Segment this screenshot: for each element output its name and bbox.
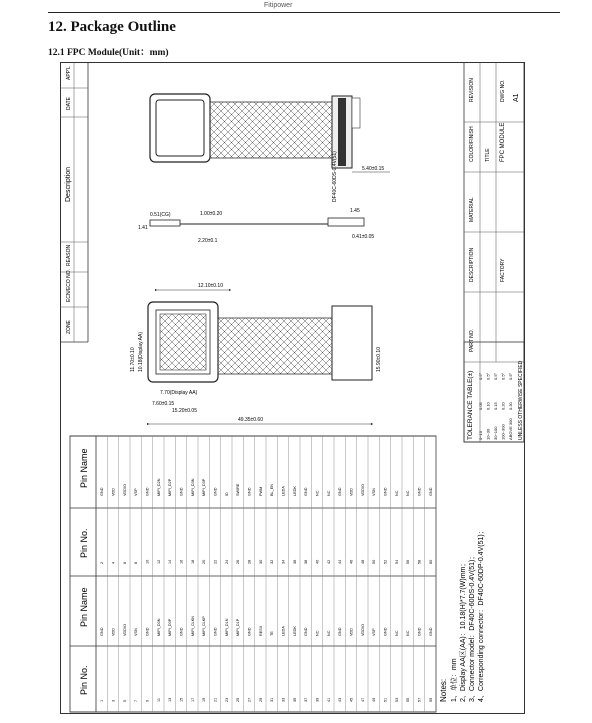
pin-no-left: 7 [134,699,139,702]
pin-name-right: GND [383,487,388,496]
pin-no-right: 6 [122,561,127,564]
pin-name-right: ID [224,492,229,496]
note-line-3: 3、Connector model：DF40C-60DS-0.4V(51)； [469,552,476,702]
pin-no-right: 60 [428,559,433,564]
pin-name-left: NC [315,630,320,636]
pin-table-header-cell: Pin No. [79,665,89,695]
pin-no-left: 51 [383,697,388,702]
tolerance-cell: 0.5° [500,372,506,380]
pin-name-left: MIPI_CLKN [190,615,195,636]
section-subtitle: 12.1 FPC Module(Unit：mm) [48,48,169,58]
pin-name-left: GND [213,627,218,636]
package-outline-drawing [60,62,525,714]
pin-name-left: VDD [111,627,116,636]
pin-no-left: 25 [236,697,241,702]
pin-no-right: 16 [179,559,184,564]
revision-block [60,62,88,342]
pin-name-left: MIPI_D0P [168,618,173,636]
pin-name-right: VDD [111,487,116,496]
pin-no-left: 3 [111,699,116,702]
pin-name-right: GND [428,487,433,496]
tolerance-cell: 10~30 [485,428,491,440]
pin-no-right: 34 [281,559,286,564]
tolerance-cell: 0~10 [478,430,483,440]
pin-no-right: 46 [349,559,354,564]
pin-name-right: NC [394,490,399,496]
tolerance-cell: 0.5° [508,372,513,380]
tolerance-cell: 0.5° [493,372,498,380]
pin-name-right: GND [247,487,252,496]
pin-no-left: 43 [338,697,343,702]
pin-name-right: MIPI_D2P [168,478,173,496]
pin-no-left: 33 [281,697,286,702]
dim-tail: 2.20±0.1 [198,238,218,244]
pin-name-left: GND [338,627,343,636]
pin-name-right: VSP [134,488,139,496]
pin-no-right: 54 [394,559,399,564]
tolerance-unless: UNLESS OTHERWISE SPECIFIED [518,360,524,440]
page-header-rule [48,12,560,13]
pin-no-right: 36 [292,559,297,564]
tb-title-text: FPC MODULE [500,122,506,162]
pin-name-right: GND [179,487,184,496]
pin-no-left: 53 [394,697,399,702]
pin-no-left: 39 [315,697,320,702]
pin-name-left: VSN [134,628,139,636]
pin-table [70,436,436,712]
pin-name-left: VDDIO [360,623,365,636]
pin-name-left: GND [417,627,422,636]
pin-no-right: 28 [247,559,252,564]
pin-name-left: VDDIO [122,623,127,636]
tolerance-cell: ABOVE 300 [508,418,513,440]
pin-name-right: VDDIO [360,483,365,496]
pin-no-right: 42 [326,559,331,564]
pin-no-right: 52 [383,559,388,564]
tolerance-cell: 100~300 [500,424,506,440]
pin-name-left: MIPI_D1P [236,618,241,636]
note-line-1: 1、单位：mm [451,658,458,702]
pin-no-right: 30 [258,559,263,564]
pin-no-left: 15 [179,697,184,702]
dim-stiffener: 1.45 [350,208,360,214]
dim-pitch: 1.00±0.20 [200,211,223,217]
tb-label-material: MATERIAL [469,197,475,222]
pin-name-right: GND [213,487,218,496]
pin-no-left: 55 [406,697,411,702]
pin-no-right: 22 [213,559,218,564]
dim-aa-height: 10.18(Display AA) [138,331,144,372]
tolerance-cell: 0.5° [478,372,483,380]
pin-name-right: VDD [349,487,354,496]
rev-header-description: Description [65,166,72,202]
tolerance-cell: 0.10 [485,402,491,410]
pin-no-right: 26 [236,559,241,564]
notes-title: Notes: [439,678,448,702]
pin-no-left: 57 [417,697,422,702]
tb-rev: A1 [513,93,520,102]
pin-name-right: NC [315,490,320,496]
tolerance-cell: 0.30 [508,402,513,410]
pin-name-right: NC [406,490,411,496]
pin-name-left: GND [304,627,309,636]
dim-connector-model: DF40C-60DS-0.4V(51) [332,151,338,202]
pin-no-right: 58 [417,559,422,564]
pin-table-header-cell: Pin Name [79,448,89,488]
pin-no-left: 19 [202,697,207,702]
pin-no-left: 27 [247,697,252,702]
tolerance-cell: 0.15 [493,402,498,410]
tb-label-factory: FACTORY [500,258,506,282]
pin-no-right: 24 [224,559,229,564]
pin-name-left: NC [394,630,399,636]
tolerance-cell: 0.5° [485,372,491,380]
pin-no-right: 56 [406,559,411,564]
tb-label-description: DESCRIPTION [469,247,475,282]
tb-label-dwg-no: DWG NO. [500,79,506,102]
pin-no-left: 5 [122,699,127,702]
pin-no-right: 40 [315,559,320,564]
pin-no-left: 1 [100,699,105,702]
pin-no-left: 37 [304,697,309,702]
pin-no-right: 32 [270,559,275,564]
pin-name-right: GND [100,487,105,496]
pin-name-left: VDD [349,627,354,636]
note-line-4: 4、Corresponding connector：DF40C-60DP-0.4V(51)； [478,527,485,702]
pin-name-right: GND [145,487,150,496]
tb-label-revision: REVISION [469,78,475,102]
section-title: 12. Package Outline [48,19,176,35]
pin-name-left: RESX [258,625,263,636]
pin-name-left: MIPI_D0N [156,618,161,636]
pin-no-left: 47 [360,697,365,702]
pin-no-right: 8 [134,561,139,564]
dim-w2: 15.20±0.05 [172,408,197,414]
pin-no-right: 4 [111,561,116,564]
rev-header-reason: REASON [66,244,72,266]
pin-name-right: SWIRE [236,483,241,496]
pin-name-right: VDDIO [122,483,127,496]
pin-name-left: MIPI_CLKP [202,616,207,636]
running-header: Fitipower [264,2,293,9]
pin-no-right: 14 [168,559,173,564]
pin-no-left: 35 [292,697,297,702]
pin-no-right: 20 [202,559,207,564]
pin-name-right: GND [417,487,422,496]
side-view-module [138,208,374,244]
pin-name-right: PWM [258,486,263,496]
pin-no-right: 48 [360,559,365,564]
dim-total-length: 49.35±0.60 [238,417,263,423]
pin-no-right: 10 [145,559,150,564]
pin-name-right: GND [304,487,309,496]
pin-table-border [70,436,436,712]
pin-name-left: NC [326,630,331,636]
dim-w1: 7.60±0.15 [152,401,175,407]
pin-no-right: 18 [190,559,195,564]
pin-no-left: 59 [428,697,433,702]
pin-name-left: LEDA [281,626,286,636]
dim-thickness-cg: 0.51(CG) [150,212,171,218]
pin-no-left: 9 [145,699,150,702]
dim-side-height: 11.70±0.10 [130,347,136,372]
rev-header-appl: APP'L [66,66,72,80]
tolerance-title: TOLERANCE TABLE(±) [467,370,474,440]
pin-no-left: 49 [372,697,377,702]
pin-name-right: MIPI_D2N [156,478,161,496]
pin-name-right: BL_EN [270,483,275,496]
pin-name-left: GND [428,627,433,636]
pin-no-left: 17 [190,697,195,702]
pin-name-right: GND [338,487,343,496]
pin-name-right: LEDA [281,486,286,496]
tolerance-table [464,342,524,442]
pin-name-left: GND [383,627,388,636]
dim-fpc-width: 5.40±0.15 [362,166,385,172]
pin-no-right: 38 [304,559,309,564]
tolerance-cell: 0.05 [478,402,483,410]
pin-name-left: TE [270,631,275,636]
pin-no-left: 41 [326,697,331,702]
pin-name-left: GND [179,627,184,636]
pin-name-right: MIPI_D3P [202,478,207,496]
pin-name-right: NC [326,490,331,496]
tb-label-color: COLOR/FINISH [469,126,475,162]
pin-name-left: NC [406,630,411,636]
dim-offset: 0.41±0.05 [352,234,375,240]
pin-name-left: GND [145,627,150,636]
pin-no-right: 50 [372,559,377,564]
pin-name-left: MIPI_D1N [224,618,229,636]
pin-name-right: LEDK [292,486,297,496]
pin-name-right: MIPI_D3N [190,478,195,496]
pin-no-left: 23 [224,697,229,702]
pin-no-left: 13 [168,697,173,702]
pin-no-right: 12 [156,559,161,564]
dim-connector-width: 15.90±0.10 [376,347,382,372]
pin-no-left: 31 [270,697,275,702]
rev-header-date: DATE [66,97,72,110]
pin-no-left: 45 [349,697,354,702]
rev-header-zone: ZONE [66,320,72,334]
pin-name-left: VSP [372,628,377,636]
pin-name-left: GND [100,627,105,636]
tb-label-title: TITLE [485,148,491,162]
pin-no-left: 11 [156,698,161,702]
top-view-module [150,94,390,202]
pin-no-left: 21 [213,697,218,702]
dim-top-width: 12.10±0.10 [198,283,223,289]
pin-no-right: 2 [100,561,105,564]
dim-total-thickness: 1.41 [138,225,148,231]
tolerance-cell: 30~100 [493,426,498,440]
notes-block [439,527,485,702]
rev-header-ecn: ECN/ECO NO. [66,268,72,302]
pin-name-left: LEDK [292,626,297,636]
pin-no-right: 44 [338,559,343,564]
tb-label-part-no: PART NO. [469,328,475,352]
pin-name-left: GND [247,627,252,636]
dim-aa-width: 7.70(Display AA) [160,390,198,396]
pin-name-right: VSN [372,488,377,496]
pin-table-header-cell: Pin Name [79,587,89,627]
note-line-2: 2、Display AA区(AA)：10.18(H)*7.7(W)mm； [460,559,467,702]
front-view-module [130,283,382,424]
tolerance-cell: 0.20 [500,402,506,410]
pin-table-header-cell: Pin No. [79,528,89,558]
pin-no-left: 29 [258,697,263,702]
